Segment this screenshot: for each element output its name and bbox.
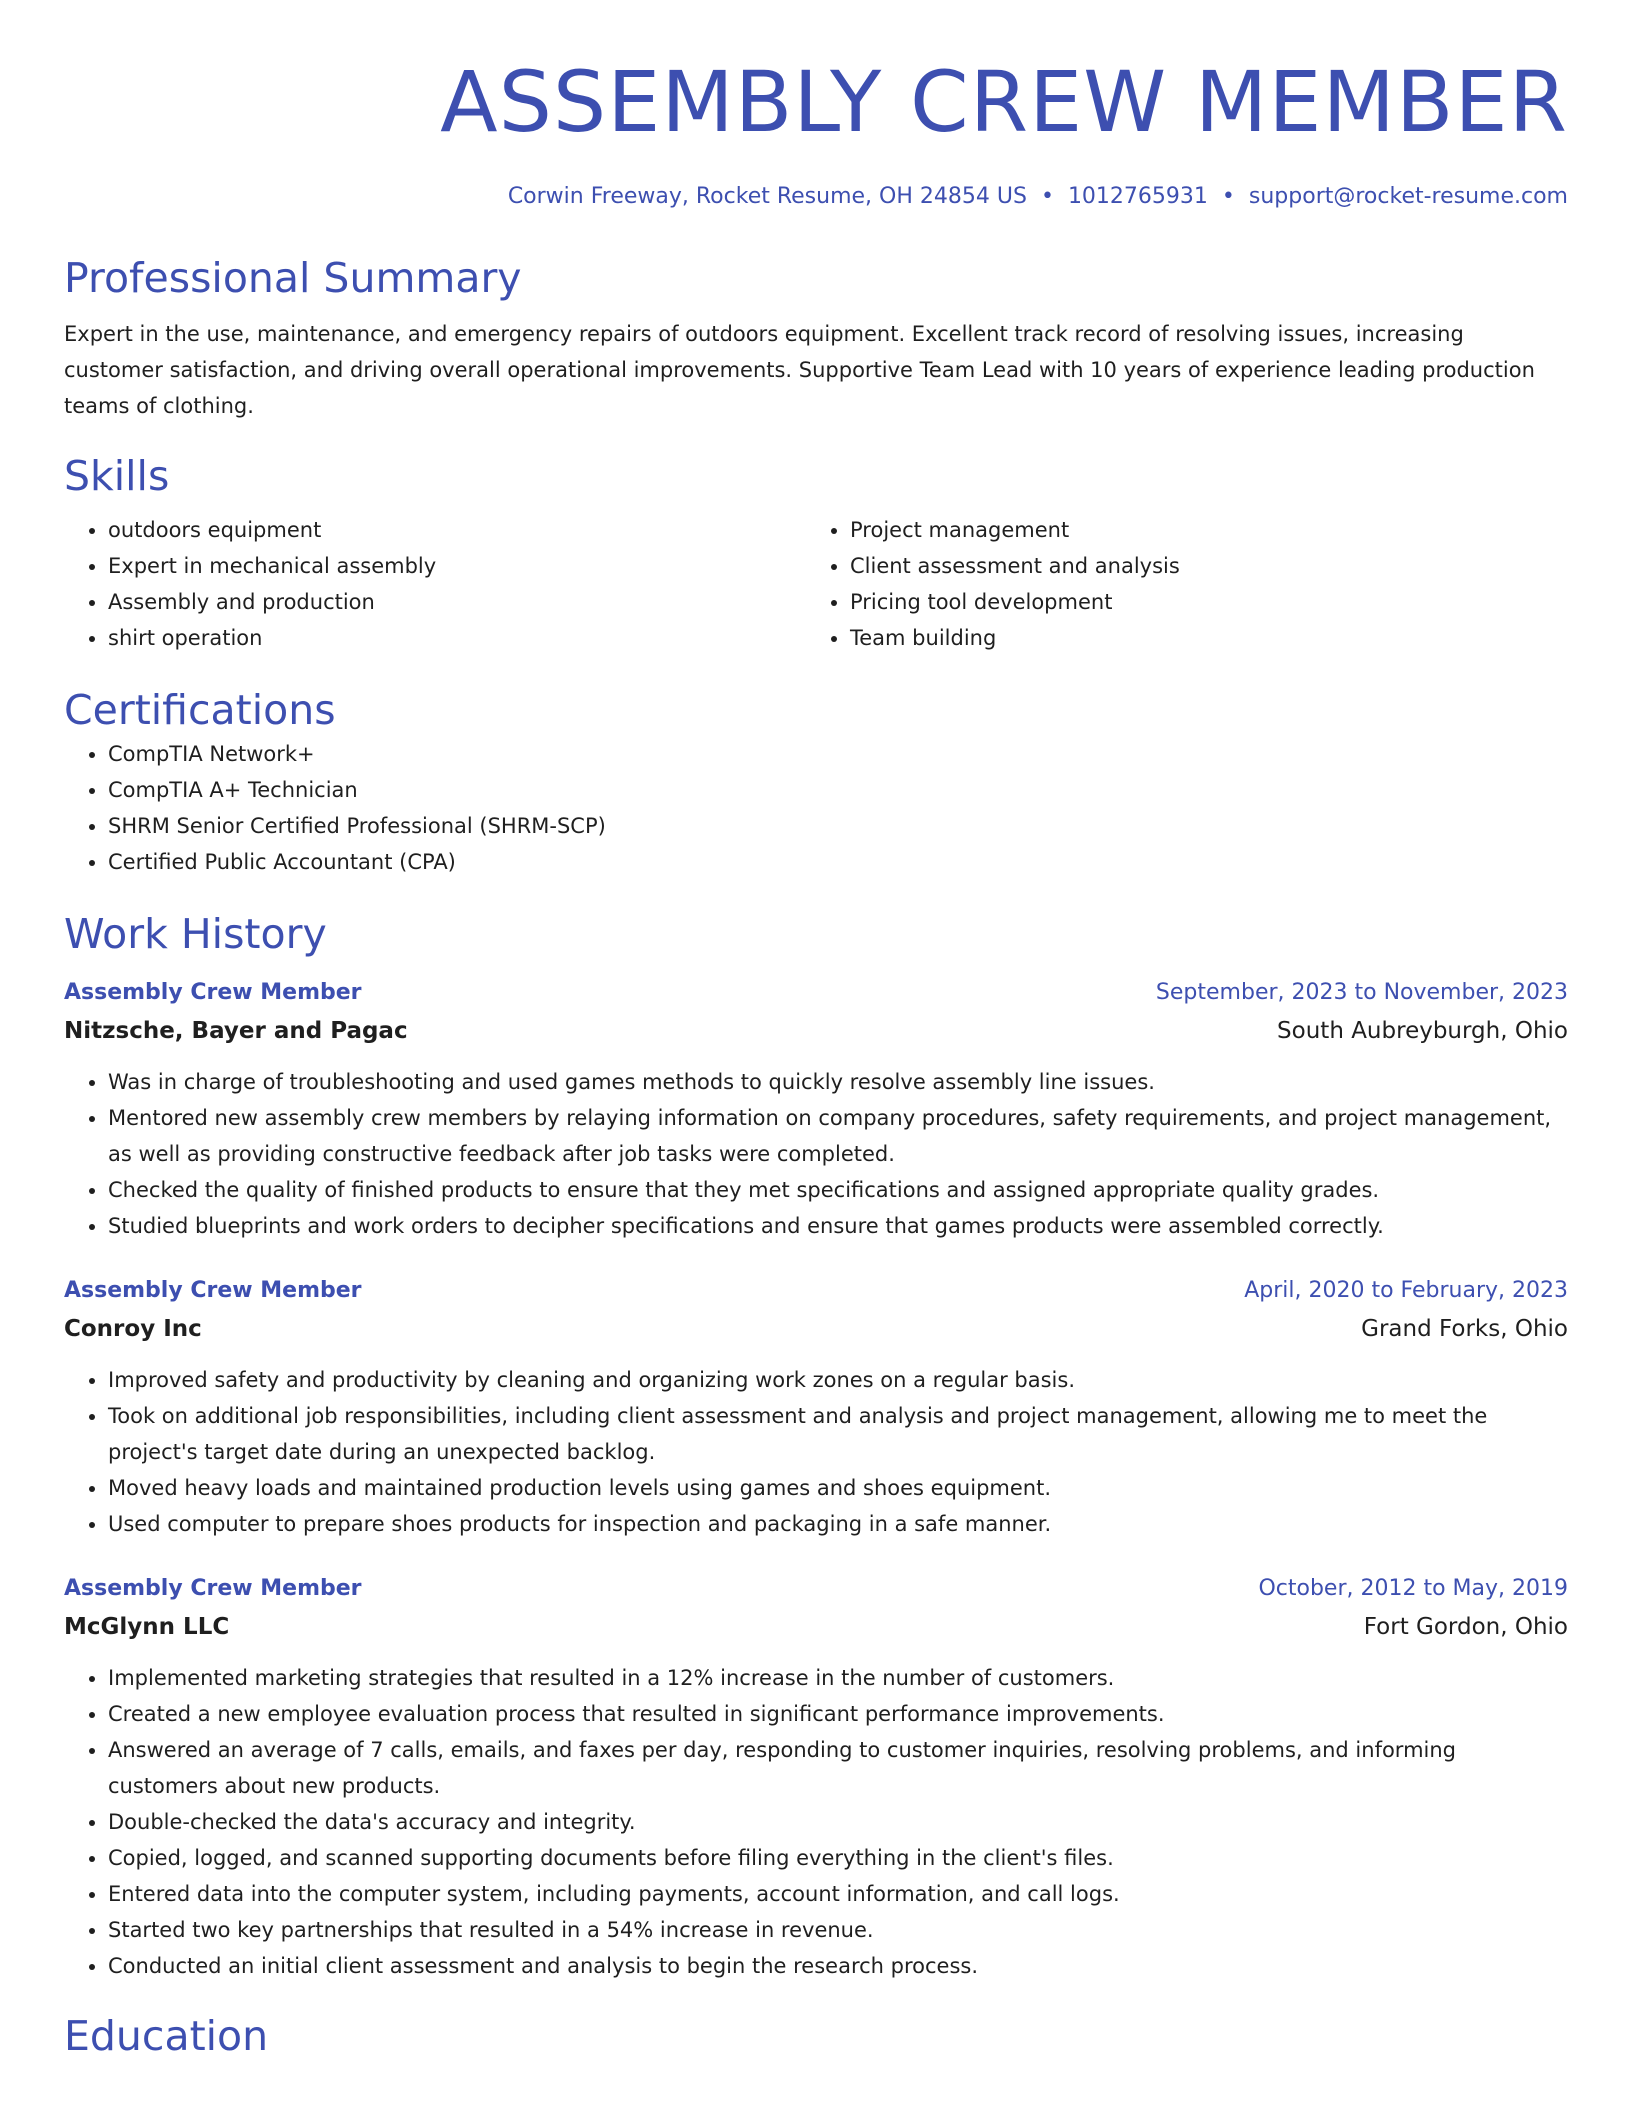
- job-location: Fort Gordon, Ohio: [1363, 1614, 1568, 1640]
- job-bullet: • Studied blueprints and work orders to decipher specifications and ensure that games products were assembled correctly.: [108, 1208, 1568, 1244]
- certification-item: • Certified Public Accountant (CPA): [108, 844, 1568, 880]
- job-bullets: [64, 1362, 1568, 1542]
- contact-phone: 1012765931: [1067, 184, 1208, 209]
- job-bullet: • Mentored new assembly crew members by relaying information on company procedures, safety requirements, and project management, as well as providing constructive feedback after job tasks were completed.: [108, 1100, 1568, 1172]
- job-subheader: [64, 1608, 1568, 1646]
- job-bullet: • Used computer to prepare shoes products for inspection and packaging in a safe manner.: [108, 1506, 1568, 1542]
- skill-item: • Project management: [850, 512, 1548, 548]
- summary-section: [64, 252, 1568, 424]
- skills-column-right: [806, 512, 1548, 656]
- contact-line: [64, 182, 1568, 212]
- job-header: [64, 1272, 1568, 1310]
- job-subheader: [64, 1012, 1568, 1050]
- certifications-section: [64, 684, 1568, 880]
- job-company: Conroy Inc: [64, 1316, 202, 1342]
- job-bullet: • Moved heavy loads and maintained production levels using games and shoes equipment.: [108, 1470, 1568, 1506]
- work-history-heading: Work History: [64, 910, 327, 958]
- job-bullet: • Took on additional job responsibilities, including client assessment and analysis and project management, allowing me to meet the project's target date during an unexpected backlog.: [108, 1398, 1568, 1470]
- job-company: Nitzsche, Bayer and Pagac: [64, 1018, 408, 1044]
- resume-title: ASSEMBLY CREW MEMBER: [440, 53, 1568, 151]
- job-dates: April, 2020 to February, 2023: [1244, 1278, 1568, 1303]
- education-section: [64, 2010, 1568, 2062]
- certification-item: • CompTIA A+ Technician: [108, 772, 1568, 808]
- job-bullet: • Was in charge of troubleshooting and used games methods to quickly resolve assembly line issues.: [108, 1064, 1568, 1100]
- job-bullet: • Started two key partnerships that resulted in a 54% increase in revenue.: [108, 1912, 1568, 1948]
- job-header: [64, 1570, 1568, 1608]
- certification-item: • SHRM Senior Certified Professional (SHRM-SCP): [108, 808, 1568, 844]
- skill-item: • Expert in mechanical assembly: [108, 548, 806, 584]
- skills-grid: [64, 512, 1568, 656]
- education-heading: Education: [64, 2012, 269, 2060]
- job-bullet: • Entered data into the computer system, including payments, account information, and call logs.: [108, 1876, 1568, 1912]
- contact-separator: •: [1221, 184, 1235, 209]
- certifications-heading: Certifications: [64, 686, 336, 734]
- job-company: McGlynn LLC: [64, 1614, 230, 1640]
- skill-item: • Assembly and production: [108, 584, 806, 620]
- job-bullet: • Implemented marketing strategies that resulted in a 12% increase in the number of customers.: [108, 1660, 1568, 1696]
- skills-section: [64, 450, 1568, 656]
- job-bullets: [64, 1660, 1568, 1984]
- contact-email: support@rocket-resume.com: [1248, 184, 1568, 209]
- job-header: [64, 974, 1568, 1012]
- certification-item: • CompTIA Network+: [108, 736, 1568, 772]
- skill-item: • Client assessment and analysis: [850, 548, 1548, 584]
- skill-item: • Team building: [850, 620, 1548, 656]
- job-entry: [64, 1570, 1568, 1984]
- job-subheader: [64, 1310, 1568, 1348]
- job-bullets: [64, 1064, 1568, 1244]
- job-entry: [64, 1272, 1568, 1542]
- job-location: Grand Forks, Ohio: [1361, 1316, 1568, 1342]
- job-role: Assembly Crew Member: [64, 1278, 362, 1303]
- skill-item: • outdoors equipment: [108, 512, 806, 548]
- summary-heading: Professional Summary: [64, 254, 522, 302]
- job-dates: October, 2012 to May, 2019: [1258, 1576, 1568, 1601]
- job-bullet: • Created a new employee evaluation process that resulted in significant performance improvements.: [108, 1696, 1568, 1732]
- resume-header: [64, 0, 1568, 212]
- job-location: South Aubreyburgh, Ohio: [1277, 1018, 1568, 1044]
- skills-column-left: [64, 512, 806, 656]
- job-role: Assembly Crew Member: [64, 1576, 362, 1601]
- skill-item: • Pricing tool development: [850, 584, 1548, 620]
- contact-address: Corwin Freeway, Rocket Resume, OH 24854 US: [507, 184, 1027, 209]
- job-bullet: • Double-checked the data's accuracy and integrity.: [108, 1804, 1568, 1840]
- job-bullet: • Improved safety and productivity by cleaning and organizing work zones on a regular basis.: [108, 1362, 1568, 1398]
- skill-item: • shirt operation: [108, 620, 806, 656]
- job-entry: [64, 974, 1568, 1244]
- job-bullet: • Checked the quality of finished products to ensure that they met specifications and assigned appropriate quality grades.: [108, 1172, 1568, 1208]
- job-bullet: • Copied, logged, and scanned supporting documents before filing everything in the client's files.: [108, 1840, 1568, 1876]
- certifications-list: [64, 736, 1568, 880]
- job-bullet: • Answered an average of 7 calls, emails, and faxes per day, responding to customer inquiries, resolving problems, and informing customers about new products.: [108, 1732, 1568, 1804]
- job-bullet: • Conducted an initial client assessment and analysis to begin the research process.: [108, 1948, 1568, 1984]
- summary-text: Expert in the use, maintenance, and emergency repairs of outdoors equipment. Excellent track record of resolving issues, increasing customer satisfaction, and driving overall operational improvements. Supportive Team Lead with 10 years of experience leading production teams of clothing.: [64, 322, 1535, 418]
- skills-list-right: [806, 512, 1548, 656]
- skills-list-left: [64, 512, 806, 656]
- contact-separator: •: [1040, 184, 1054, 209]
- job-dates: September, 2023 to November, 2023: [1155, 980, 1568, 1005]
- job-role: Assembly Crew Member: [64, 980, 362, 1005]
- work-history-section: [64, 908, 1568, 1984]
- skills-heading: Skills: [64, 452, 170, 500]
